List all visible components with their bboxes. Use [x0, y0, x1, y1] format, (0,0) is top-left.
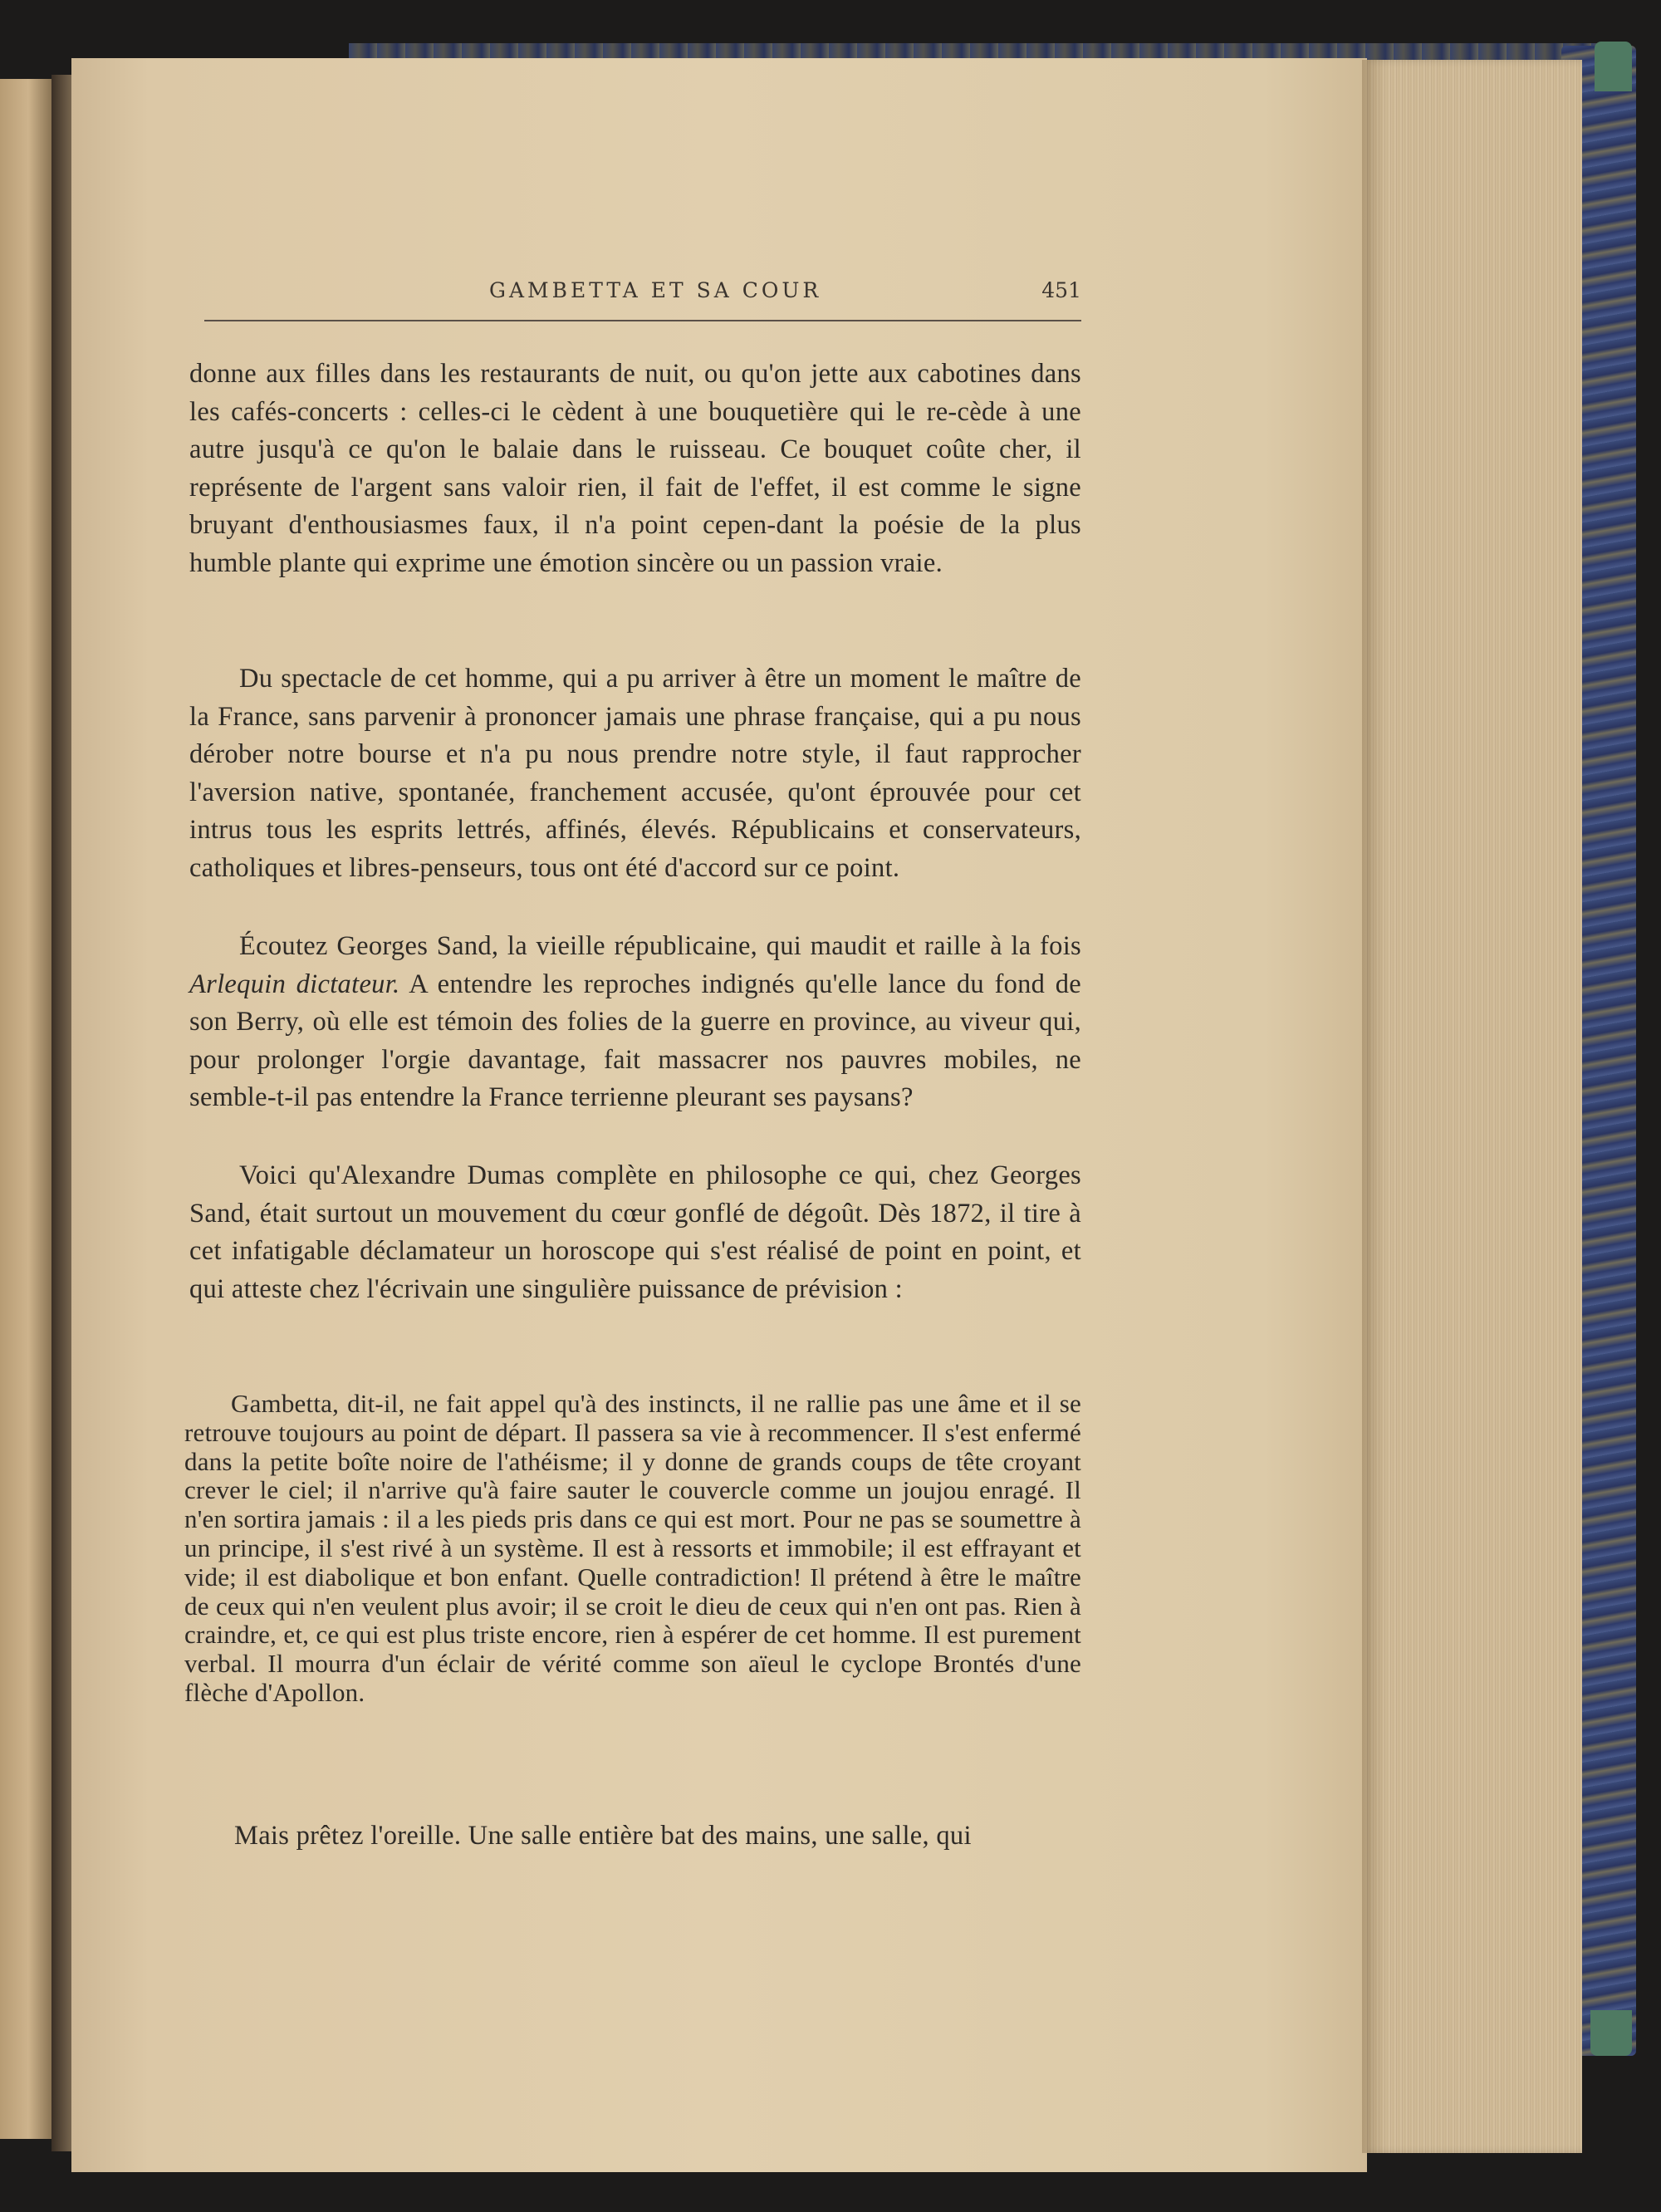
running-title: GAMBETTA ET SA COUR — [489, 278, 822, 302]
book-gutter — [51, 75, 73, 2151]
running-head — [204, 278, 1081, 311]
paragraph-5: Mais prêtez l'oreille. Une salle entière bat des mains, une salle, qui — [234, 1821, 972, 1851]
book-title-italic: Arlequin dictateur. — [189, 969, 400, 999]
paragraph-3 — [189, 928, 1081, 1117]
paragraph-4: Voici qu'Alexandre Dumas complète en philosophe ce qui, chez Georges Sand, était surtout un mouvement du cœur gonflé de dégoût. Dès 1872, il tire à cet infatigable déclamateur un horoscope qui s'est réalisé de point en point, et qui atteste chez l'écrivain une singulière puissance de prévision : — [189, 1160, 1081, 1304]
block-quote: Gambetta, dit-il, ne fait appel qu'à des instincts, il ne rallie pas une âme et il se retrouve toujours au point de départ. Il passera sa vie à recommencer. Il s'est enfermé dans la petite boîte noire de l'athéisme; il y donne de grands coups de tête croyant crever le ciel; il n'arrive qu'à faire sauter le couvercle comme un joujou enragé. Il n'en sortira jamais : il a les pieds pris dans ce qui est mort. Pour ne pas se soumettre à un principe, il s'est rivé à un système. Il est à ressorts et immobile; il est effrayant et vide; il est diabolique et bon enfant. Quelle contradiction! Il prétend à être le maître de ceux qui n'en veulent plus avoir; il se croit le dieu de ceux qui n'en ont pas. Rien à craindre, et, ce qui est plus triste encore, rien à espérer de cet homme. Il est purement verbal. Il mourra d'un éclair de vérité comme son aïeul le cyclope Brontés d'une flèche d'Apollon. — [184, 1389, 1081, 1707]
facing-page-edge — [0, 79, 51, 2139]
paragraph-2: Du spectacle de cet homme, qui a pu arriver à être un moment le maître de la France, sans parvenir à prononcer jamais une phrase française, qui a pu nous dérober notre bourse et n'a pu nous prendre notre style, il faut rapprocher l'aversion native, spontanée, franchement accusée, qu'ont éprouvée pour cet intrus tous les esprits lettrés, affinés, élevés. Républicains et conservateurs, catholiques et libres-penseurs, tous ont été d'accord sur ce point. — [189, 664, 1081, 883]
cloth-corner-bottom — [1590, 2010, 1632, 2056]
paragraph-3-end: A entendre les reproches indignés qu'elle lance du fond de son Berry, où elle est témoin des folies de la guerre en province, au viveur qui, pour prolonger l'orgie davantage, fait massacrer nos pauvres mobiles, ne semble-t-il pas entendre la France terrienne pleurant ses paysans? — [189, 969, 1081, 1112]
paragraph-3-start: Écoutez Georges Sand, la vieille républicaine, qui maudit et raille à la fois — [239, 931, 1081, 961]
paragraph-1: donne aux filles dans les restaurants de nuit, ou qu'on jette aux cabotines dans les cafés-concerts : celles-ci le cèdent à une bouquetière qui le re-cède à une autre jusqu'à ce qu'on le balaie dans le ruisseau. Ce bouquet coûte cher, il représente de l'argent sans valoir rien, il fait de l'effet, il est comme le signe bruyant d'enthousiasmes faux, il n'a point cepen-dant la poésie de la plus humble plante qui exprime une émotion sincère ou un passion vraie. — [189, 359, 1081, 578]
page-edge-shadow — [1362, 60, 1387, 2153]
page-fore-edge — [1362, 60, 1582, 2153]
cloth-corner-top — [1595, 42, 1632, 91]
page-number: 451 — [1041, 278, 1081, 302]
header-rule — [204, 320, 1081, 321]
